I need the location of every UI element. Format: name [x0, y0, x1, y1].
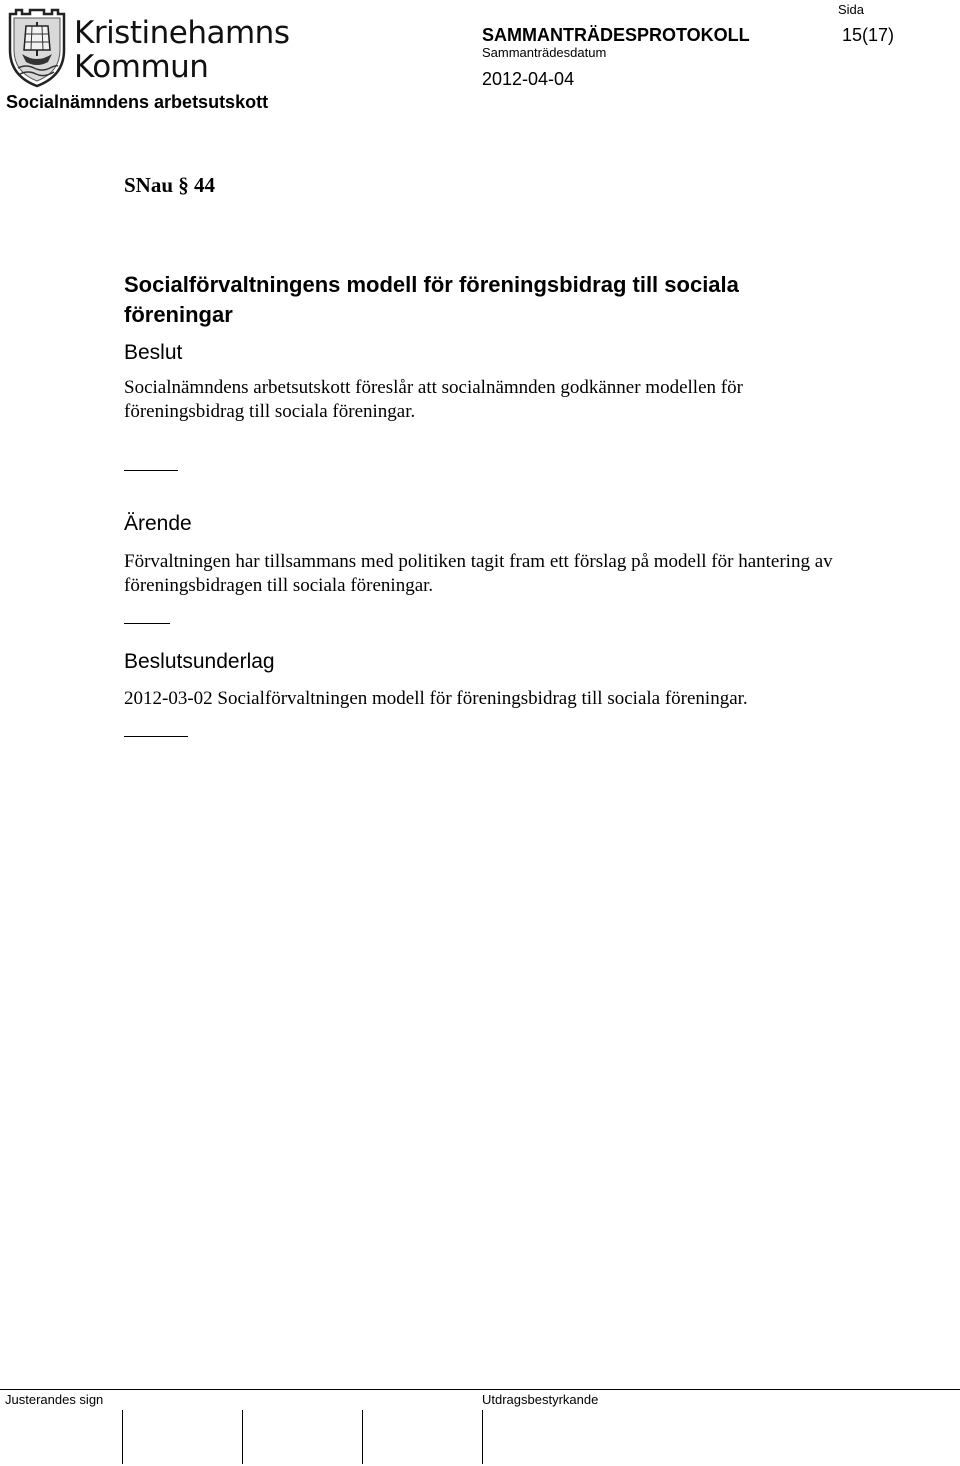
- municipality-seal-icon: [6, 4, 68, 88]
- decision-text: Socialnämndens arbetsutskott föreslår att socialnämnden godkänner modellen för föreningsbidrag till sociala föreningar.: [124, 377, 743, 422]
- paragraph-reference: SNau § 44: [124, 173, 216, 197]
- section-divider: [124, 470, 178, 471]
- page-label: Sida: [838, 2, 865, 17]
- extract-certification-label: Utdragsbestyrkande: [482, 1392, 599, 1407]
- logo-name-line1: Kristinehamns: [74, 15, 290, 51]
- logo-name-line2: Kommun: [74, 49, 209, 85]
- municipality-logo: [74, 16, 289, 84]
- signature-box-divider: [242, 1410, 243, 1464]
- matter-text: Förvaltningen har tillsammans med politiken tagit fram ett förslag på modell för hantering av föreningsbidragen till sociala föreningar.: [124, 551, 833, 596]
- footer-rule: [0, 1389, 960, 1390]
- signature-box-divider: [122, 1410, 123, 1464]
- section-divider: [124, 623, 170, 624]
- section-divider: [124, 736, 188, 737]
- document-type: SAMMANTRÄDESPROTOKOLL: [482, 25, 750, 45]
- page-number: 15(17): [842, 25, 895, 45]
- signature-box-divider: [362, 1410, 363, 1464]
- meeting-date-value: 2012-04-04: [482, 69, 575, 89]
- signature-label: Justerandes sign: [5, 1392, 104, 1407]
- matter-title: Socialförvaltningens modell för föreningsbidrag till sociala föreningar: [124, 272, 739, 327]
- department-name: Socialnämndens arbetsutskott: [6, 92, 269, 112]
- decision-heading: Beslut: [124, 341, 183, 364]
- matter-heading: Ärende: [124, 512, 192, 535]
- decision-basis-text: 2012-03-02 Socialförvaltningen modell för föreningsbidrag till sociala föreningar.: [124, 688, 748, 709]
- decision-basis-heading: Beslutsunderlag: [124, 650, 275, 673]
- signature-box-divider: [482, 1410, 483, 1464]
- meeting-date-label: Sammanträdesdatum: [482, 45, 607, 60]
